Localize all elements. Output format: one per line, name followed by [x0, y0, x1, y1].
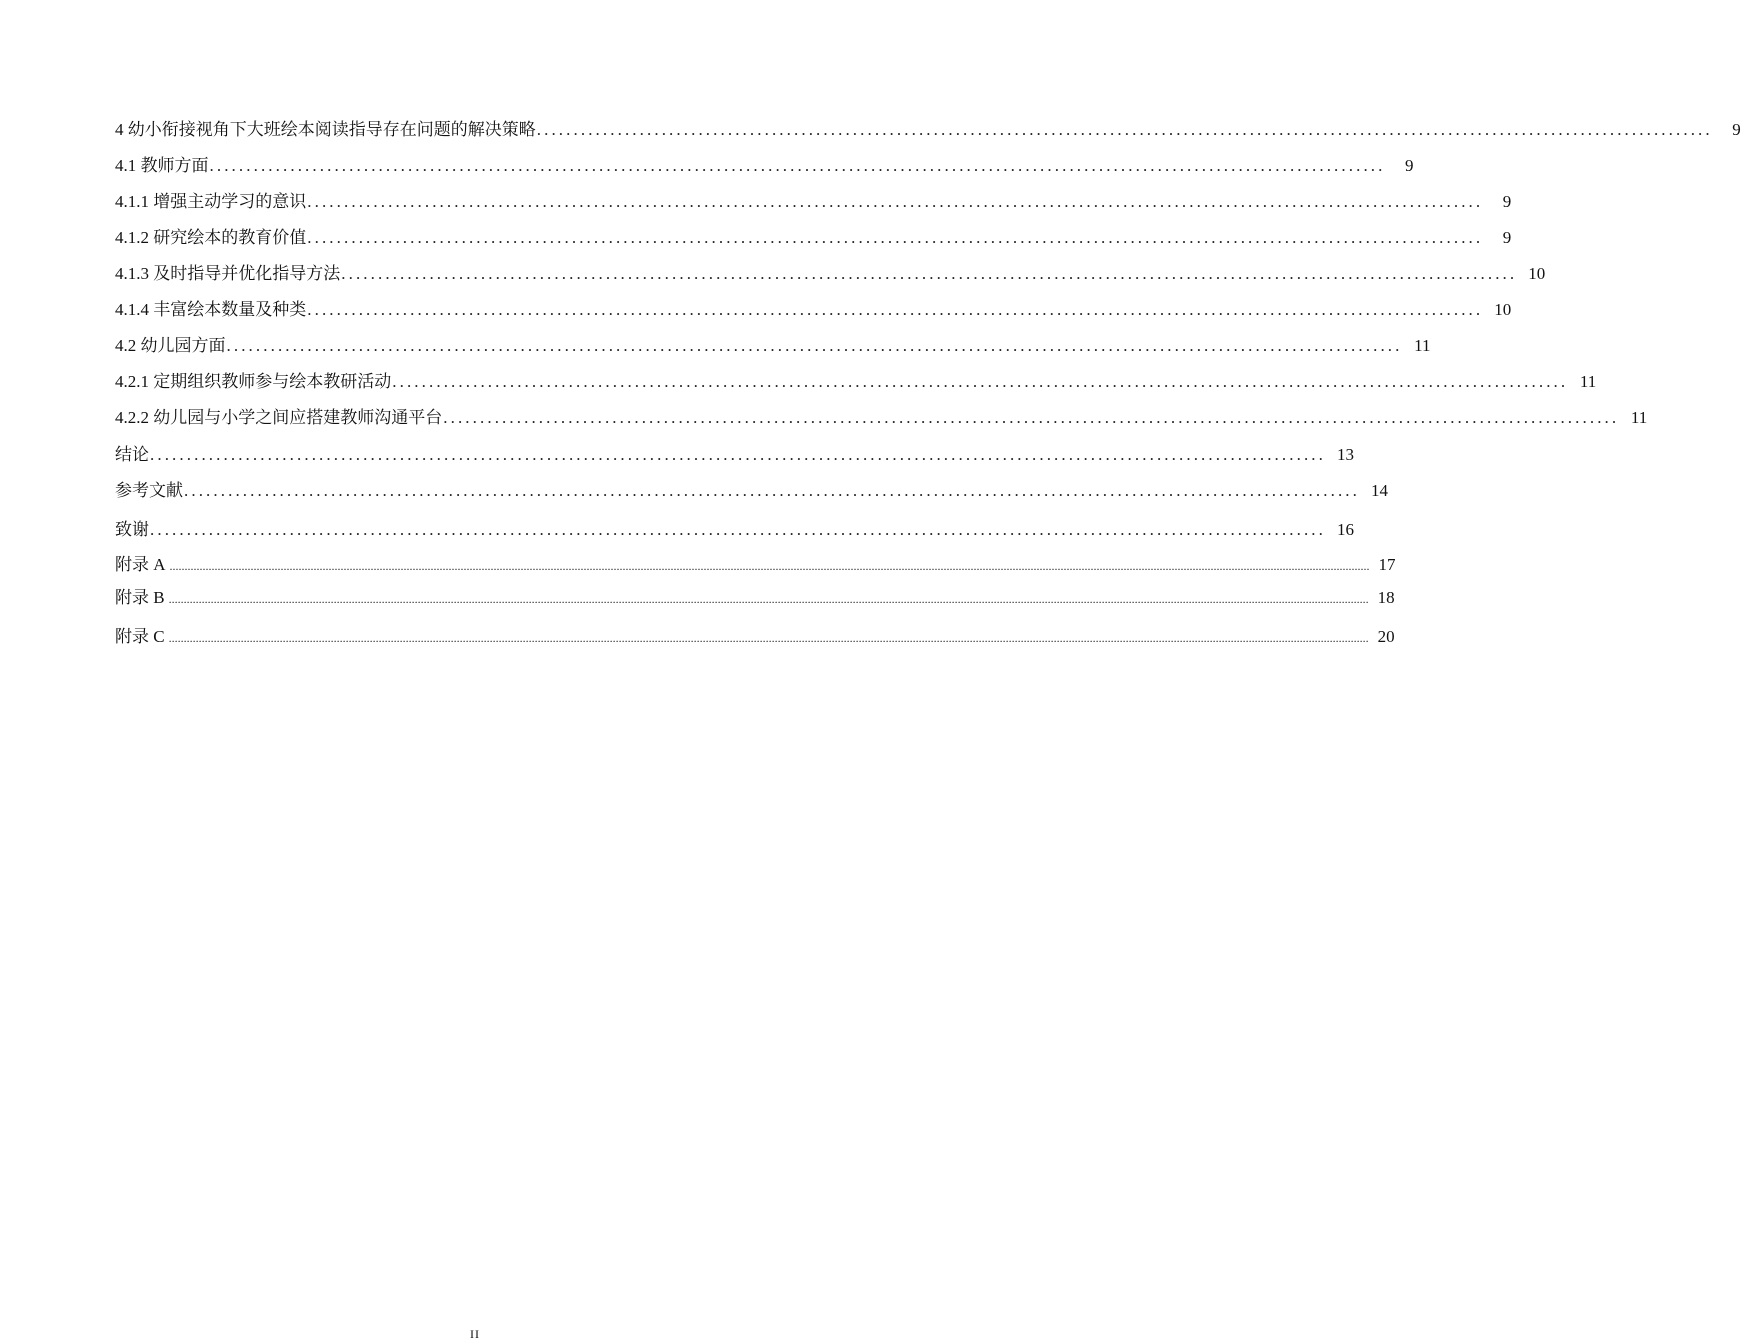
toc-entry[interactable]	[115, 118, 1741, 142]
toc-entry-title: 4.1.3 及时指导并优化指导方法	[115, 264, 341, 283]
toc-entry-page-number: 11	[1414, 336, 1431, 355]
toc-dot-leader: ................................................................................................................................................................	[150, 445, 1326, 464]
toc-entry-title: 4.1.2 研究绘本的教育价值	[115, 228, 307, 247]
toc-entry[interactable]	[115, 298, 1512, 322]
toc-entry-page-number: 9	[1502, 228, 1512, 247]
toc-entry[interactable]	[115, 370, 1597, 394]
toc-entry-page-number: 9	[1502, 192, 1512, 211]
toc-entry-title: 4.2 幼儿园方面	[115, 336, 226, 355]
toc-dot-leader: ................................................................................................................................................................	[184, 481, 1360, 500]
toc-dot-leader: ................................................................................................................................................................	[307, 228, 1484, 247]
toc-entry-page-number: 16	[1337, 520, 1354, 539]
page-number: II	[470, 1327, 480, 1341]
toc-entry-title: 参考文献	[115, 481, 183, 500]
toc-entry-title: 附录 A	[115, 555, 166, 574]
toc-entry-page-number: 14	[1371, 481, 1388, 500]
toc-entry[interactable]	[115, 625, 1395, 650]
toc-dot-leader: ................................................................................................................................................................................................................................................................................................................................................................................................................	[168, 592, 1369, 606]
toc-entry-page-number: 10	[1528, 264, 1546, 283]
toc-entry-page-number: 11	[1630, 408, 1648, 427]
toc-entry-title: 附录 C	[115, 627, 165, 646]
toc-entry-title: 结论	[115, 445, 149, 464]
toc-entry[interactable]	[115, 190, 1512, 214]
toc-entry[interactable]	[115, 262, 1546, 286]
toc-dot-leader: ................................................................................................................................................................................................................................................................................................................................................................................................................	[169, 559, 1370, 573]
toc-entry-title: 4.2.2 幼儿园与小学之间应搭建教师沟通平台	[115, 408, 443, 427]
toc-entry[interactable]	[115, 334, 1431, 358]
toc-entry[interactable]	[115, 479, 1388, 503]
toc-dot-leader: ................................................................................................................................................................	[536, 120, 1713, 139]
toc-entry-page-number: 18	[1377, 588, 1395, 607]
toc-entry-title: 致谢	[115, 520, 149, 539]
toc-entry-page-number: 17	[1378, 555, 1396, 574]
toc-entry-page-number: 13	[1337, 445, 1354, 464]
toc-entry-title: 4.2.1 定期组织教师参与绘本教研活动	[115, 372, 392, 391]
toc-dot-leader: ................................................................................................................................................................	[443, 408, 1620, 427]
toc-entry-page-number: 9	[1405, 156, 1414, 175]
toc-dot-leader: ................................................................................................................................................................	[392, 372, 1569, 391]
toc-entry-title: 4.1 教师方面	[115, 156, 209, 175]
toc-dot-leader: ................................................................................................................................................................	[150, 520, 1326, 539]
toc-entry[interactable]	[115, 553, 1396, 578]
toc-entry[interactable]	[115, 518, 1354, 542]
toc-entry-page-number: 20	[1377, 627, 1395, 646]
toc-entry-page-number: 11	[1579, 372, 1597, 391]
toc-dot-leader: ................................................................................................................................................................	[226, 336, 1403, 355]
toc-entry-title: 4.1.4 丰富绘本数量及种类	[115, 300, 307, 319]
toc-entry-page-number: 9	[1732, 120, 1741, 139]
toc-dot-leader: ................................................................................................................................................................................................................................................................................................................................................................................................................	[168, 631, 1369, 645]
toc-entry[interactable]	[115, 443, 1354, 467]
toc-dot-leader: ................................................................................................................................................................	[209, 156, 1386, 175]
toc-dot-leader: ................................................................................................................................................................	[307, 192, 1484, 211]
toc-entry[interactable]	[115, 226, 1512, 250]
toc-entry-title: 4.1.1 增强主动学习的意识	[115, 192, 307, 211]
toc-entry-page-number: 10	[1494, 300, 1512, 319]
toc-entry-title: 4 幼小衔接视角下大班绘本阅读指导存在问题的解决策略	[115, 120, 536, 139]
toc-entry-title: 附录 B	[115, 588, 165, 607]
toc-entry[interactable]	[115, 154, 1414, 178]
toc-dot-leader: ................................................................................................................................................................	[307, 300, 1484, 319]
toc-entry[interactable]	[115, 586, 1395, 611]
toc-entry[interactable]	[115, 406, 1648, 430]
toc-dot-leader: ................................................................................................................................................................	[341, 264, 1518, 283]
